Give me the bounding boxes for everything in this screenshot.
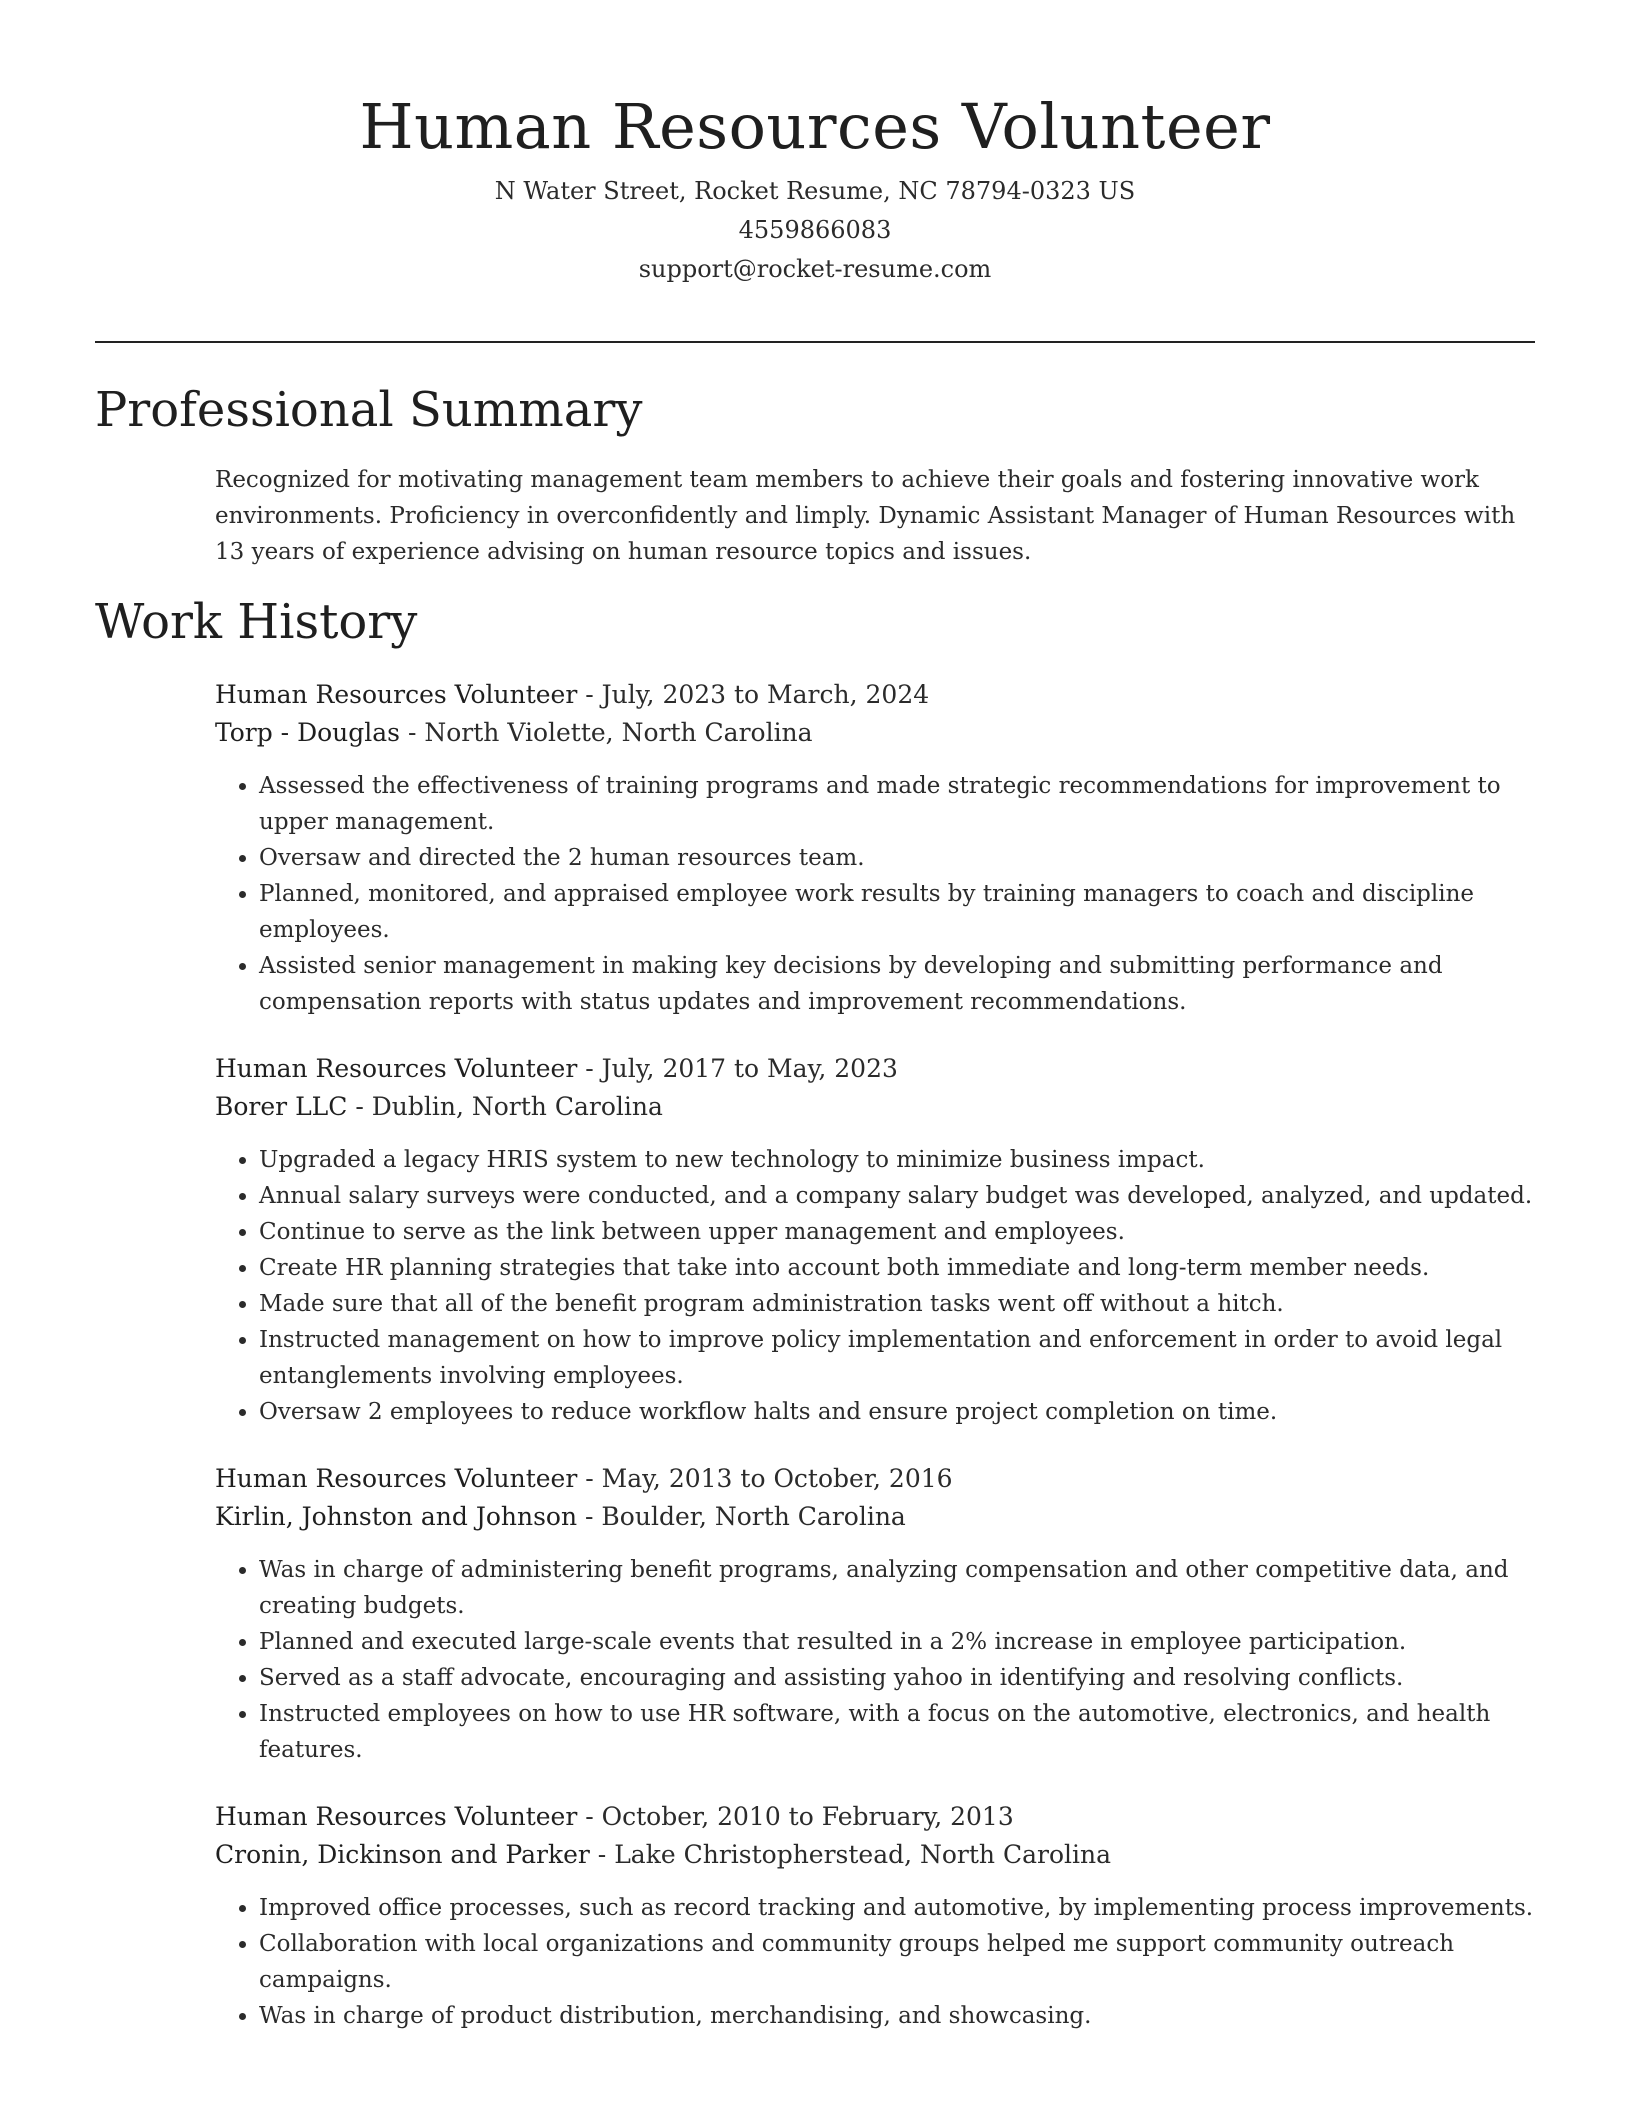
job-entry [215, 1798, 1535, 2034]
job-location: Dublin, North Carolina [371, 1092, 663, 1121]
contact-info [95, 172, 1535, 289]
job-bullet: • Collaboration with local organizations and community groups helped me support community outreach campaigns. [259, 1926, 1535, 1998]
job-entry [215, 1460, 1535, 1768]
job-bullet: • Assessed the effectiveness of training programs and made strategic recommendations for improvement to upper management. [259, 768, 1535, 840]
job-company-line [215, 1088, 1535, 1126]
job-bullet: • Planned and executed large-scale events that resulted in a 2% increase in employee participation. [259, 1624, 1535, 1660]
job-bullet: • Was in charge of product distribution, merchandising, and showcasing. [259, 1998, 1535, 2034]
job-bullet: • Annual salary surveys were conducted, and a company salary budget was developed, analyzed, and updated. [259, 1178, 1535, 1214]
job-company-line [215, 1498, 1535, 1536]
job-bullet: • Served as a staff advocate, encouraging and assisting yahoo in identifying and resolving conflicts. [259, 1660, 1535, 1696]
work-history-list [215, 676, 1535, 2064]
job-dates: July, 2023 to March, 2024 [601, 680, 930, 709]
job-location: Boulder, North Carolina [601, 1502, 906, 1531]
job-company: Borer LLC [215, 1092, 348, 1121]
job-entry [215, 676, 1535, 1020]
job-title: Human Resources Volunteer [215, 1802, 578, 1831]
job-dates: May, 2013 to October, 2016 [601, 1464, 953, 1493]
job-separator: - [577, 680, 602, 709]
job-bullet-list [215, 768, 1535, 1020]
job-title-line [215, 1798, 1535, 1836]
job-bullet-list [215, 1552, 1535, 1768]
job-bullet-list [215, 1890, 1535, 2034]
job-title: Human Resources Volunteer [215, 1464, 578, 1493]
header-divider [95, 341, 1535, 343]
summary-heading: Professional Summary [95, 382, 643, 438]
job-title-line [215, 1460, 1535, 1498]
job-bullet: • Oversaw 2 employees to reduce workflow halts and ensure project completion on time. [259, 1394, 1535, 1430]
job-separator: - [589, 1840, 615, 1869]
job-bullet: • Planned, monitored, and appraised employee work results by training managers to coach and discipline employees. [259, 876, 1535, 948]
job-company-line [215, 714, 1535, 752]
contact-phone: 4559866083 [738, 216, 892, 244]
job-separator: - [577, 1502, 602, 1531]
job-company: Torp - Douglas [215, 718, 401, 747]
job-company: Kirlin, Johnston and Johnson [215, 1502, 578, 1531]
job-bullet: • Improved office processes, such as record tracking and automotive, by implementing process improvements. [259, 1890, 1535, 1926]
job-company-line [215, 1836, 1535, 1874]
job-dates: July, 2017 to May, 2023 [601, 1054, 898, 1083]
job-separator: - [347, 1092, 372, 1121]
job-title-line [215, 1050, 1535, 1088]
job-separator: - [577, 1802, 602, 1831]
candidate-name: Human Resources Volunteer [359, 90, 1271, 163]
job-title: Human Resources Volunteer [215, 680, 578, 709]
job-bullet: • Continue to serve as the link between upper management and employees. [259, 1214, 1535, 1250]
job-entry [215, 1050, 1535, 1430]
resume-header [95, 84, 1535, 289]
summary-text: Recognized for motivating management team members to achieve their goals and fostering innovative work environments. Proficiency in overconfidently and limply. Dynamic Assistant Manager of Human Resources with 13 years of experience advising on human resource topics and issues. [215, 467, 1516, 565]
job-bullet: • Instructed employees on how to use HR software, with a focus on the automotive, electronics, and health features. [259, 1696, 1535, 1768]
job-separator: - [400, 718, 425, 747]
job-bullet: • Assisted senior management in making key decisions by developing and submitting performance and compensation reports with status updates and improvement recommendations. [259, 948, 1535, 1020]
job-separator: - [577, 1464, 602, 1493]
job-company: Cronin, Dickinson and Parker [215, 1840, 590, 1869]
job-location: Lake Christopherstead, North Carolina [614, 1840, 1112, 1869]
job-separator: - [577, 1054, 602, 1083]
job-bullet-list [215, 1142, 1535, 1430]
job-title: Human Resources Volunteer [215, 1054, 578, 1083]
job-bullet: • Was in charge of administering benefit programs, analyzing compensation and other competitive data, and creating budgets. [259, 1552, 1535, 1624]
contact-address: N Water Street, Rocket Resume, NC 78794-0323 US [494, 177, 1136, 205]
job-bullet: • Upgraded a legacy HRIS system to new technology to minimize business impact. [259, 1142, 1535, 1178]
job-bullet: • Oversaw and directed the 2 human resources team. [259, 840, 1535, 876]
job-bullet: • Create HR planning strategies that take into account both immediate and long-term member needs. [259, 1250, 1535, 1286]
job-location: North Violette, North Carolina [424, 718, 813, 747]
job-bullet: • Instructed management on how to improve policy implementation and enforcement in order to avoid legal entanglements involving employees. [259, 1322, 1535, 1394]
contact-email: support@rocket-resume.com [638, 255, 992, 283]
job-dates: October, 2010 to February, 2013 [601, 1802, 1014, 1831]
job-title-line [215, 676, 1535, 714]
job-bullet: • Made sure that all of the benefit program administration tasks went off without a hitch. [259, 1286, 1535, 1322]
work-history-heading: Work History [95, 594, 418, 650]
